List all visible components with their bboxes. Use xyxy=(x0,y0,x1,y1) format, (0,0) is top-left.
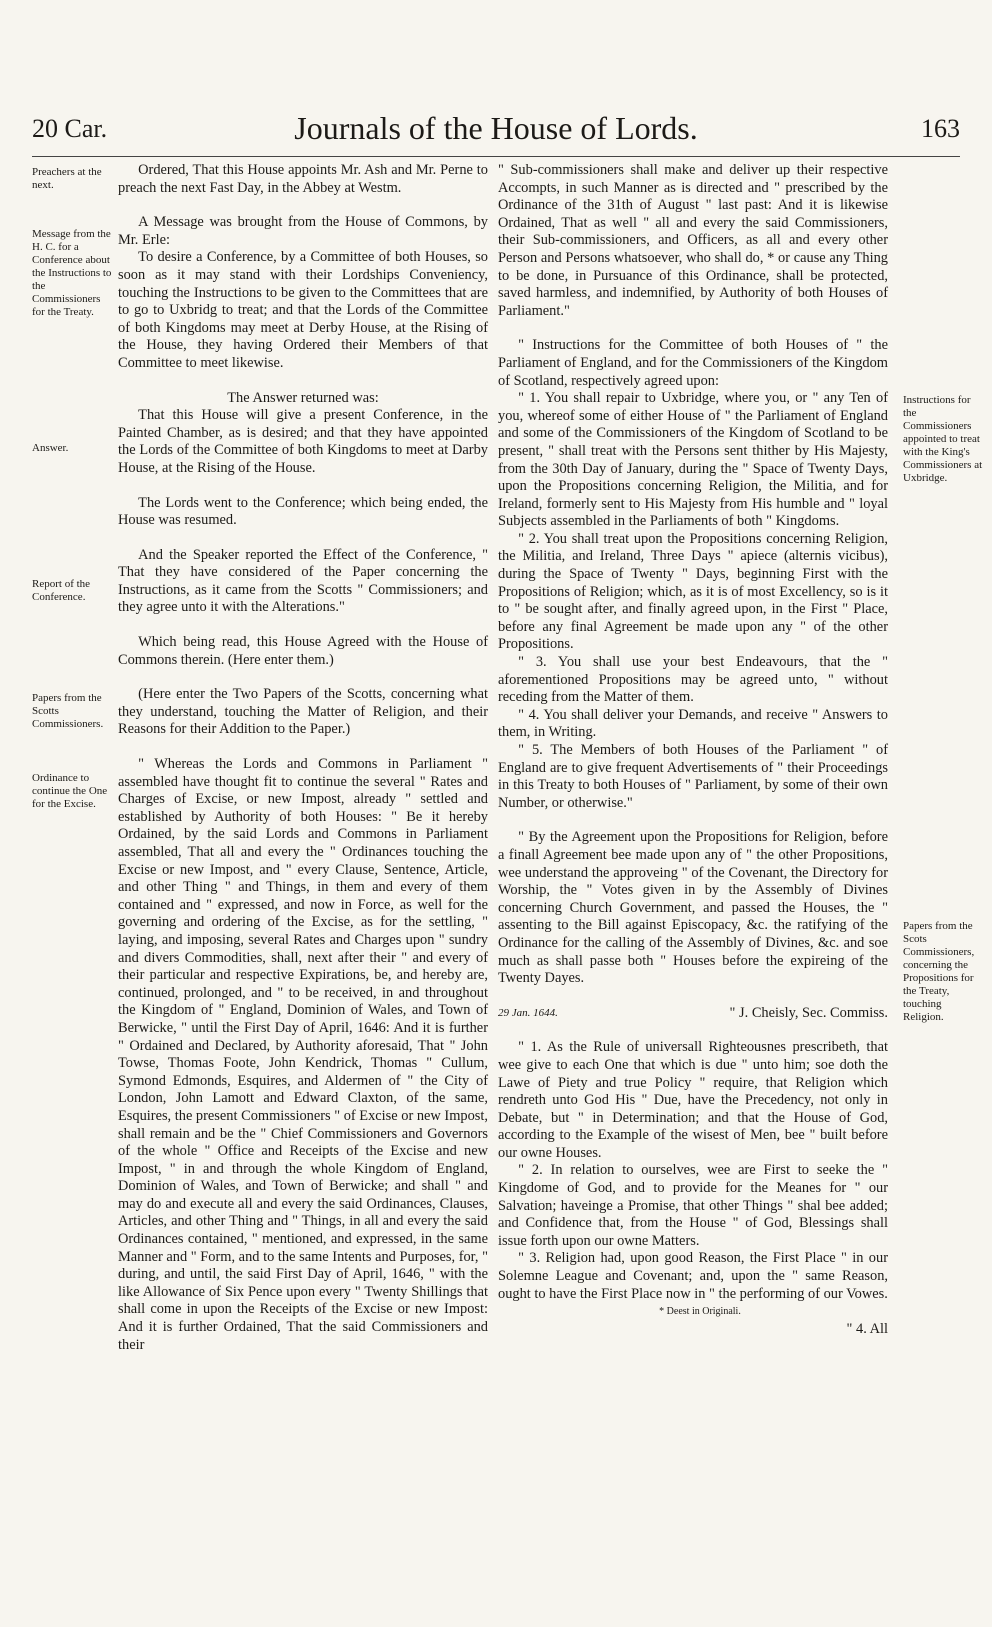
margin-note-message: Message from the H. C. for a Conference about the Instructions to the Commissioners for the Treaty. xyxy=(32,228,112,318)
paragraph: The Lords went to the Conference; which being ended, the House was resumed. xyxy=(118,494,488,529)
margin-note-ordinance: Ordinance to continue the One for the Excise. xyxy=(32,772,108,810)
paragraph: And the Speaker reported the Effect of the Conference, " That they have considered of the Paper concerning the Instructions, as it came from the Scotts " Commissioners; and they agree unto it with the Alterations." xyxy=(118,546,488,616)
paragraph: To desire a Conference, by a Committee of both Houses, so soon as it may stand with their Lordships Conveniency, touching the Instructions to be given to the Committees that are to go to Uxbridg to treat; and that the Lords of the Committee of both Kingdoms may meet at Derby House, at the Rising of the House, they having Ordered their Members of that Committee to meet likewise. xyxy=(118,249,488,371)
paragraph: A Message was brought from the House of Commons, by Mr. Erle: xyxy=(118,214,488,248)
reason: " 1. As the Rule of universall Righteousnes prescribeth, that wee give to each One that which is due " unto him; soe doth the Lawe of Piety and true Policy " require, that Religion which rendreth unto God His " Due, have the Precedency, not only in Debate, but " in Determination; and that the House of God, according to the Example of the wisest of Men, bee " built before our owne Houses. xyxy=(498,1039,888,1161)
paragraph: That this House will give a present Conference, in the Painted Chamber, as is desired; and that they have appointed the Lords of the Committee of both Kingdoms to meet at Darby House, at the Rising of the House. xyxy=(118,407,488,476)
margin-note-answer: Answer. xyxy=(32,442,69,454)
paragraph: " Sub-commissioners shall make and deliver up their respective Accompts, in such Manner as is directed and " prescribed by the Ordinance of the 31th of August " last past: And it is likewise Ordained, That as well " all and every the said Commissioners, their Sub-commissioners, and Officers, as all and every other Person and Persons whatsoever, who shall do, * or cause any Thing to be done, in Pursuance of this Ordinance, shall be protected, saved harmless, and indemnified, by Authority of both Houses of Parliament." xyxy=(498,162,888,319)
running-title: Journals of the House of Lords. xyxy=(294,110,698,146)
instruction: " 5. The Members of both Houses of the Parliament " of England are to give frequent Advertisements of " their Proceedings in this Treaty to both Houses of " Parliament, by some of their own Number, or otherwise." xyxy=(498,742,888,811)
regnal-year: 20 Car. xyxy=(32,114,108,143)
right-column xyxy=(498,162,888,1338)
reason: " 3. Religion had, upon good Reason, the First Place " in our Solemne League and Covenant; and, upon the " same Reason, ought to have the First Place now in " the performing of our Vowes. xyxy=(498,1250,888,1302)
instruction: " 1. You shall repair to Uxbridge, where you, or " any Ten of you, whereof some of either House of " the Parliament of England and some of the Commissioners of the Kingdom of Scotland to be present, " shall treat with the Persons sent thither by His Majesty, from the 30th Day of January, during the " Space of Twenty Days, upon the Propositions concerning Religion, the Militia, and for Ireland, formerly sent to His Majesty from His humble and " loyal Subjects assembled in the Parliaments of both " Kingdoms. xyxy=(498,390,888,530)
page-header xyxy=(32,108,960,157)
paragraph: The Answer returned was: xyxy=(227,389,379,406)
instruction: " 2. You shall treat upon the Propositions concerning Religion, the Militia, and Ireland, Three Days " apiece (alternis vicibus), during the Space of Twenty " Days, beginning First with the Propositions of Religion; which, as it is of most Excellency, so is it to " be sought after, and finally agreed upon, in the First " Place, before any final Agreement be made upon any " of the other Propositions. xyxy=(498,530,888,653)
instruction: " 4. You shall deliver your Demands, and receive " Answers to them, in Writing. xyxy=(498,706,888,741)
paragraph: " By the Agreement upon the Propositions for Religion, before a finall Agreement bee made upon any of " the other Propositions, wee understand the approveing " of the Covenant, the Directory for Worship, the " Votes given in by the Assembly of Divines concerning Church Government, and passed the Houses, the " assenting to the Bill against Episcopacy, &c. the ratifying of the Ordinance for the calling of the Assembly of Divines, &c. and soe much as shall passe both " Houses before the expireing of the Twenty Dayes. xyxy=(498,829,888,987)
paragraph: (Here enter the Two Papers of the Scotts, concerning what they understand, touching the Matter of Religion, and their Reasons for their Addition to the Paper.) xyxy=(118,686,488,738)
footnote: * Deest in Originali. xyxy=(659,1306,741,1318)
page-number: 163 xyxy=(921,114,960,143)
margin-note-papers: Papers from the Scotts Commissioners. xyxy=(32,692,104,730)
paragraph: " Whereas the Lords and Commons in Parliament " assembled have thought fit to continue the several " Rates and Charges of Excise, or new Impost, already " settled and established by Authority of both Houses: " Be it hereby Ordained, by the said Lords and Commons in Parliament assembled, That all and every the " Ordinances touching the Excise or new Impost, and " every Clause, Sentence, Article, and other Thing " and Things, in them and every of them contained and " expressed, and now in Force, as well for the governing and ordering of the Excise, as for the settling, " laying, and imposing, several Rates and Charges upon " sundry and divers Commodities, shall, next after their " and every of their particular and respective Expirations, be, and hereby are, continued, prolonged, and " to be received, in and throughout the Kingdom of " England, Dominion of Wales, and Town of Berwicke, " until the First Day of April, 1646: And it is further " Ordained and Declared, by Authority aforesaid, That " John Towse, Thomas Foote, John Kendrick, Thomas " Cullum, Symond Edmonds, Esquires, and Aldermen of " the City of London, John Lamott and Edward Claxton, of the same, Esquires, the present Commissioners " of Excise or new Impost, shall remain and be the " Chief Commissioners and Governors of the whole " Office and Receipts of the Excise and new Impost, " in and through the whole Kingdom of England, Dominion of Wales, and Town of Berwicke; and shall " and may do and execute all and every the said Ordinances, Clauses, Articles, and other Thing and " Things, in all and every the said Ordinances contained, " mentioned, and expressed, in the same Manner and " Form, and to the same Intents and Purposes, for, " during, and until, the said First Day of April, 1646, " with the like Allowance of Six Pence upon every " Twenty Shillings that shall come in upon the Receipts of the Excise or new Impost: And it is further Ordained, That the said Commissioners and their xyxy=(118,756,488,1353)
instructions-heading: " Instructions for the Committee of both Houses of " the Parliament of England, and for the Commissioners of the Kingdom of Scotland, respectively agreed upon: xyxy=(498,337,888,389)
signature-date: 29 Jan. 1644. xyxy=(498,1006,558,1019)
margin-note-report: Report of the Conference. xyxy=(32,578,91,603)
margin-note-scots-papers: Papers from the Scots Commissioners, concerning the Propositions for the Treaty, touching Religion. xyxy=(903,920,975,1023)
signature: " J. Cheisly, Sec. Commiss. xyxy=(729,1004,888,1021)
left-column xyxy=(118,162,488,1354)
reason: " 2. In relation to ourselves, wee are First to seeke the " Kingdome of God, and to provide for the Meanes for " our Salvation; haveinge a Promise, that other Things " shal bee added; and Confidence that, from the House " of God, Blessings shall issue forth upon our owne Matters. xyxy=(498,1162,888,1249)
paragraph: Which being read, this House Agreed with the House of Commons therein. (Here enter them.) xyxy=(118,634,488,668)
paragraph: Ordered, That this House appoints Mr. Ash and Mr. Perne to preach the next Fast Day, in the Abbey at Westm. xyxy=(118,162,488,196)
catchword: " 4. All xyxy=(846,1320,888,1337)
margin-note-instructions: Instructions for the Commissioners appointed to treat with the King's Commissioners at Uxbridge. xyxy=(903,394,983,484)
signature-line xyxy=(498,1005,888,1023)
margin-note-preachers: Preachers at the next. xyxy=(32,166,102,191)
instruction: " 3. You shall use your best Endeavours, that the " aforementioned Propositions may be agreed unto, " without receding from the Matter of them. xyxy=(498,654,888,706)
